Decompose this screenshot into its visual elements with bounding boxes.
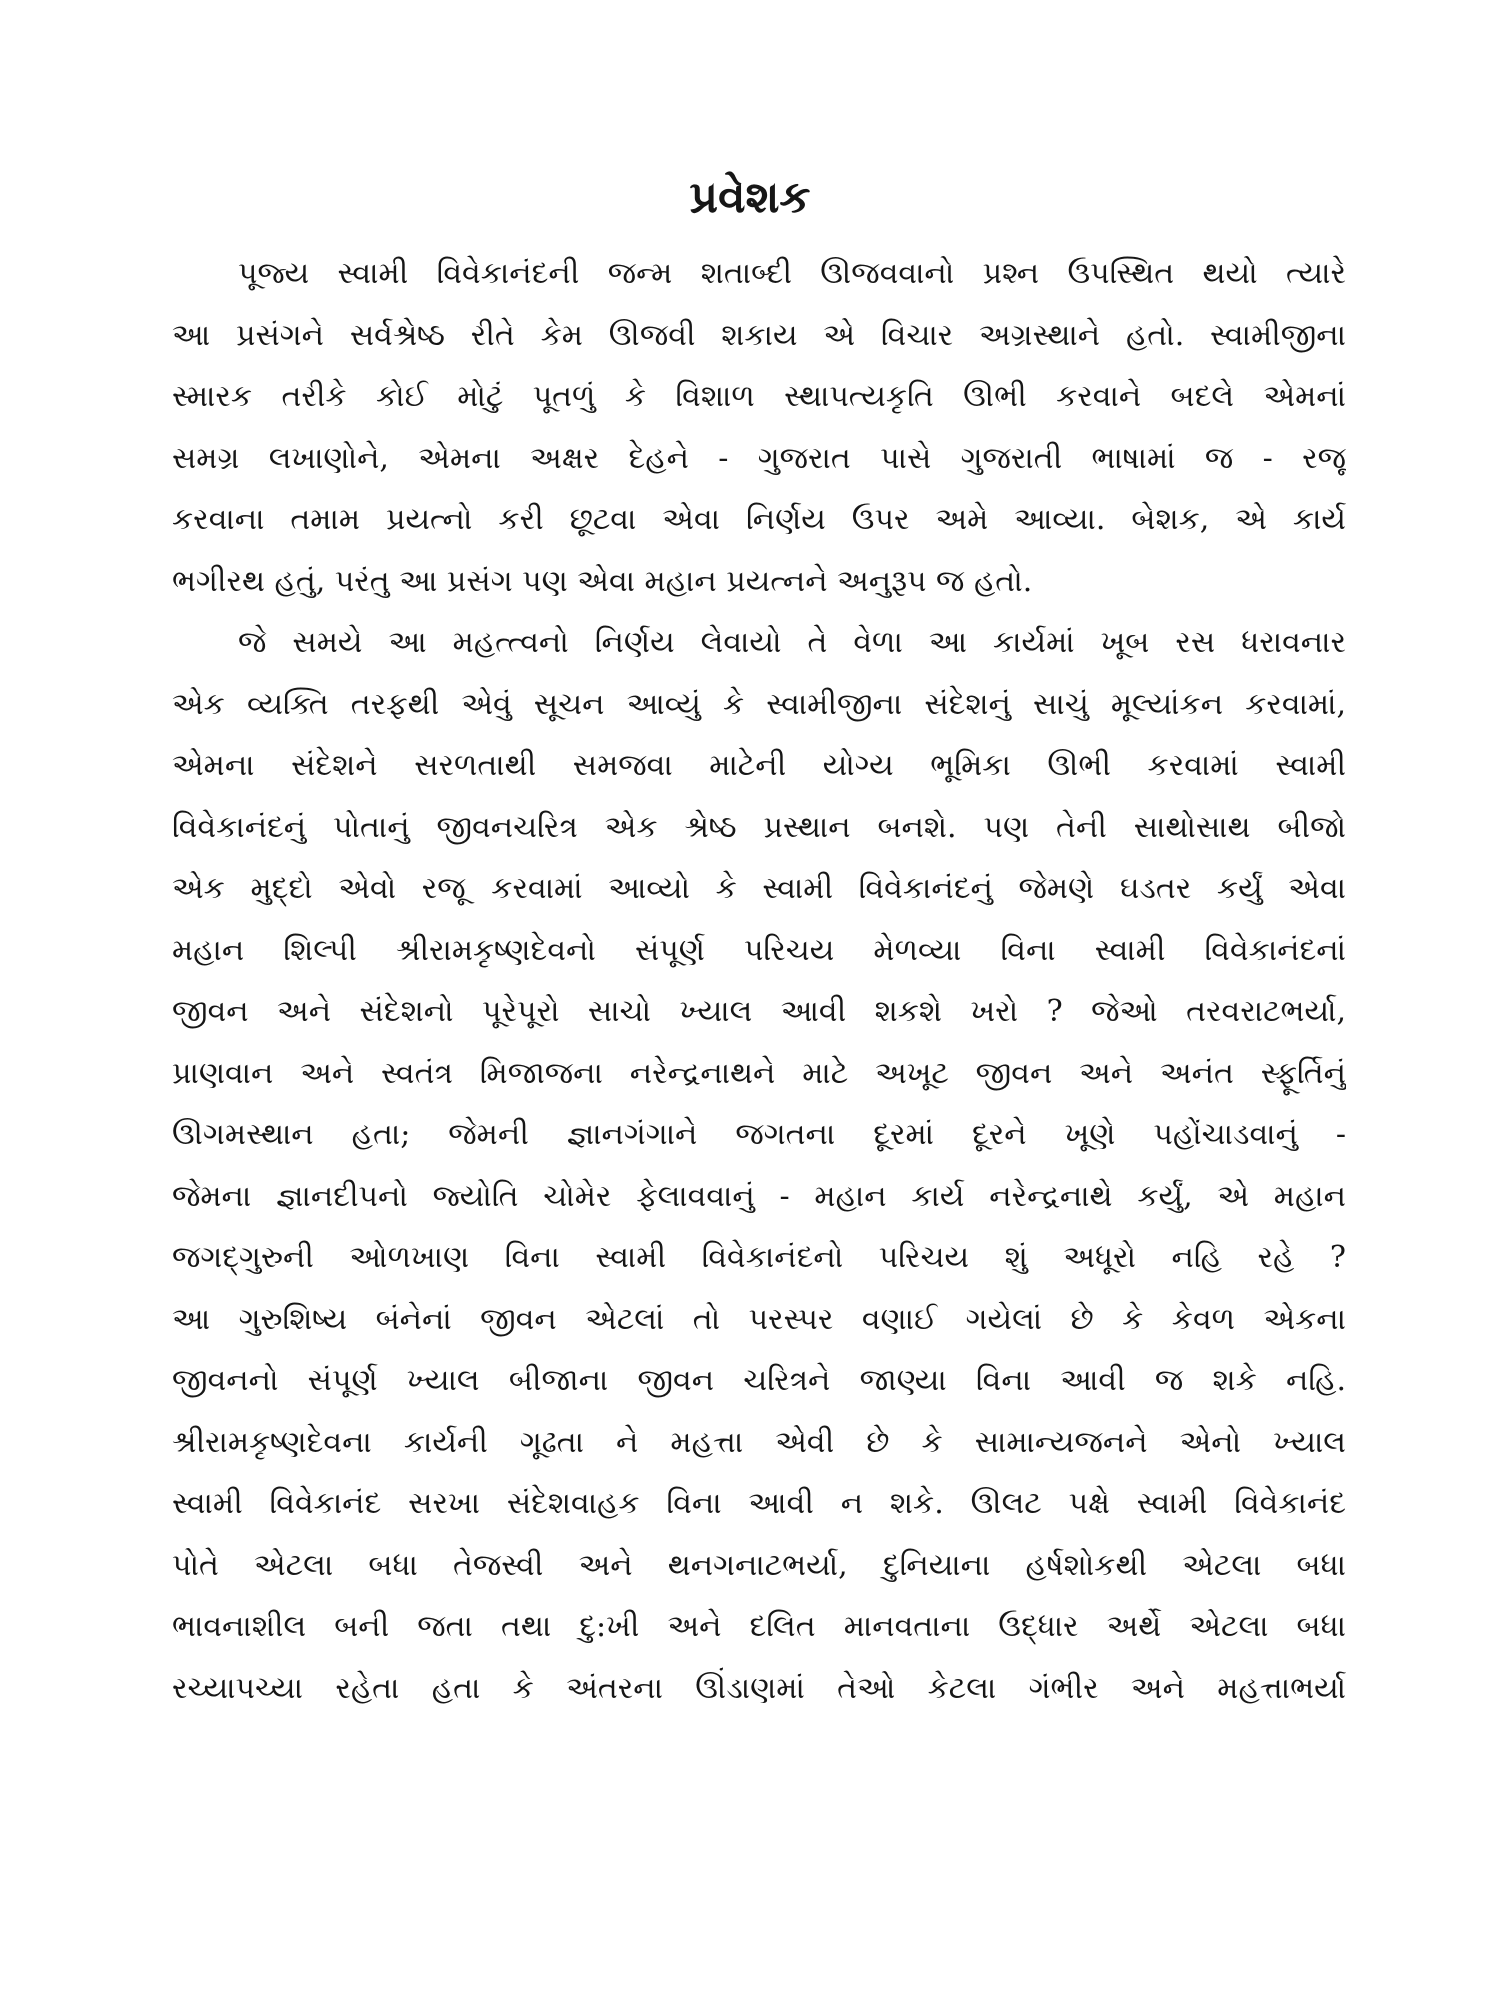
paragraph-2-line-14: શ્રીરામકૃષ્ણદેવના કાર્યની ગૂઢતા ને મહત્તા એવી છે કે સામાન્યજનને એનો ખ્યાલ — [172, 1424, 1346, 1460]
paragraph-2-line-6: મહાન શિલ્પી શ્રીરામકૃષ્ણદેવનો સંપૂર્ણ પરિચય મેળવ્યા વિના સ્વામી વિવેકાનંદનાં — [172, 932, 1346, 968]
paragraph-2-line-11: જગદ્ગુરુની ઓળખાણ વિના સ્વામી વિવેકાનંદનો પરિચય શું અધૂરો નહિ રહે ? — [172, 1240, 1346, 1275]
paragraph-1-line-1: પૂજ્ય સ્વામી વિવેકાનંદની જન્મ શતાબ્દી ઊજવવાનો પ્રશ્ન ઉપસ્થિત થયો ત્યારે — [238, 256, 1346, 291]
paragraph-2-line-15: સ્વામી વિવેકાનંદ સરખા સંદેશવાહક વિના આવી ન શકે. ઊલટ પક્ષે સ્વામી વિવેકાનંદ — [172, 1486, 1346, 1521]
page-title: પ્રવેશક — [689, 172, 811, 223]
paragraph-2-line-1: જે સમયે આ મહત્ત્વનો નિર્ણય લેવાયો તે વેળા આ કાર્યમાં ખૂબ રસ ધરાવનાર — [238, 625, 1346, 660]
paragraph-1-line-5: કરવાના તમામ પ્રયત્નો કરી છૂટવા એવા નિર્ણય ઉપર અમે આવ્યા. બેશક, એ કાર્ય — [172, 502, 1346, 537]
paragraph-2-line-12: આ ગુરુશિષ્ય બંનેનાં જીવન એટલાં તો પરસ્પર વણાઈ ગયેલાં છે કે કેવળ એકના — [172, 1301, 1346, 1337]
paragraph-2-line-13: જીવનનો સંપૂર્ણ ખ્યાલ બીજાના જીવન ચરિત્રને જાણ્યા વિના આવી જ શકે નહિ. — [172, 1363, 1346, 1398]
paragraph-2-line-17: ભાવનાશીલ બની જતા તથા દુ:ખી અને દલિત માનવતાના ઉદ્ધાર અર્થે એટલા બધા — [172, 1609, 1346, 1644]
paragraph-2-line-9: ઊગમસ્થાન હતા; જેમની જ્ઞાનગંગાને જગતના દૂરમાં દૂરને ખૂણે પહોંચાડવાનું - — [172, 1117, 1346, 1152]
paragraph-2-line-5: એક મુદ્દો એવો રજૂ કરવામાં આવ્યો કે સ્વામી વિવેકાનંદનું જેમણે ઘડતર કર્યું એવા — [172, 871, 1346, 906]
paragraph-1-line-6: ભગીરથ હતું, પરંતુ આ પ્રસંગ પણ એવા મહાન પ્રયત્નને અનુરૂપ જ હતો. — [172, 563, 1033, 599]
body-text — [172, 243, 1346, 1719]
paragraph-2-line-7: જીવન અને સંદેશનો પૂરેપૂરો સાચો ખ્યાલ આવી શકશે ખરો ? જેઓ તરવરાટભર્યા, — [172, 994, 1346, 1029]
paragraph-1-line-2: આ પ્રસંગને સર્વશ્રેષ્ઠ રીતે કેમ ઊજવી શકાય એ વિચાર અગ્રસ્થાને હતો. સ્વામીજીના — [172, 317, 1346, 353]
paragraph-2-line-3: એમના સંદેશને સરળતાથી સમજવા માટેની યોગ્ય ભૂમિકા ઊભી કરવામાં સ્વામી — [172, 748, 1346, 783]
paragraph-2-line-10: જેમના જ્ઞાનદીપનો જ્યોતિ ચોમેર ફેલાવવાનું - મહાન કાર્ય નરેન્દ્રનાથે કર્યું, એ મહાન — [172, 1178, 1346, 1214]
paragraph-2-line-4: વિવેકાનંદનું પોતાનું જીવનચરિત્ર એક શ્રેષ્ઠ પ્રસ્થાન બનશે. પણ તેની સાથોસાથ બીજો — [172, 809, 1346, 845]
paragraph-2-line-16: પોતે એટલા બધા તેજસ્વી અને થનગનાટભર્યા, દુનિયાના હર્ષશોકથી એટલા બધા — [172, 1547, 1346, 1583]
paragraph-1-line-3: સ્મારક તરીકે કોઈ મોટું પૂતળું કે વિશાળ સ્થાપત્યકૃતિ ઊભી કરવાને બદલે એમનાં — [172, 379, 1346, 414]
paragraph-2-line-8: પ્રાણવાન અને સ્વતંત્ર મિજાજના નરેન્દ્રનાથને માટે અખૂટ જીવન અને અનંત સ્ફૂર્તિનું — [172, 1055, 1346, 1091]
paragraph-2-line-18: રચ્યાપચ્યા રહેતા હતા કે અંતરના ઊંડાણમાં તેઓ કેટલા ગંભીર અને મહત્તાભર્યા — [172, 1670, 1346, 1706]
paragraph-1-line-4: સમગ્ર લખાણોને, એમના અક્ષર દેહને - ગુજરાત પાસે ગુજરાતી ભાષામાં જ - રજૂ — [172, 440, 1346, 476]
paragraph-2-line-2: એક વ્યક્તિ તરફથી એવું સૂચન આવ્યું કે સ્વામીજીના સંદેશનું સાચું મૂલ્યાંકન કરવામાં, — [172, 686, 1346, 722]
